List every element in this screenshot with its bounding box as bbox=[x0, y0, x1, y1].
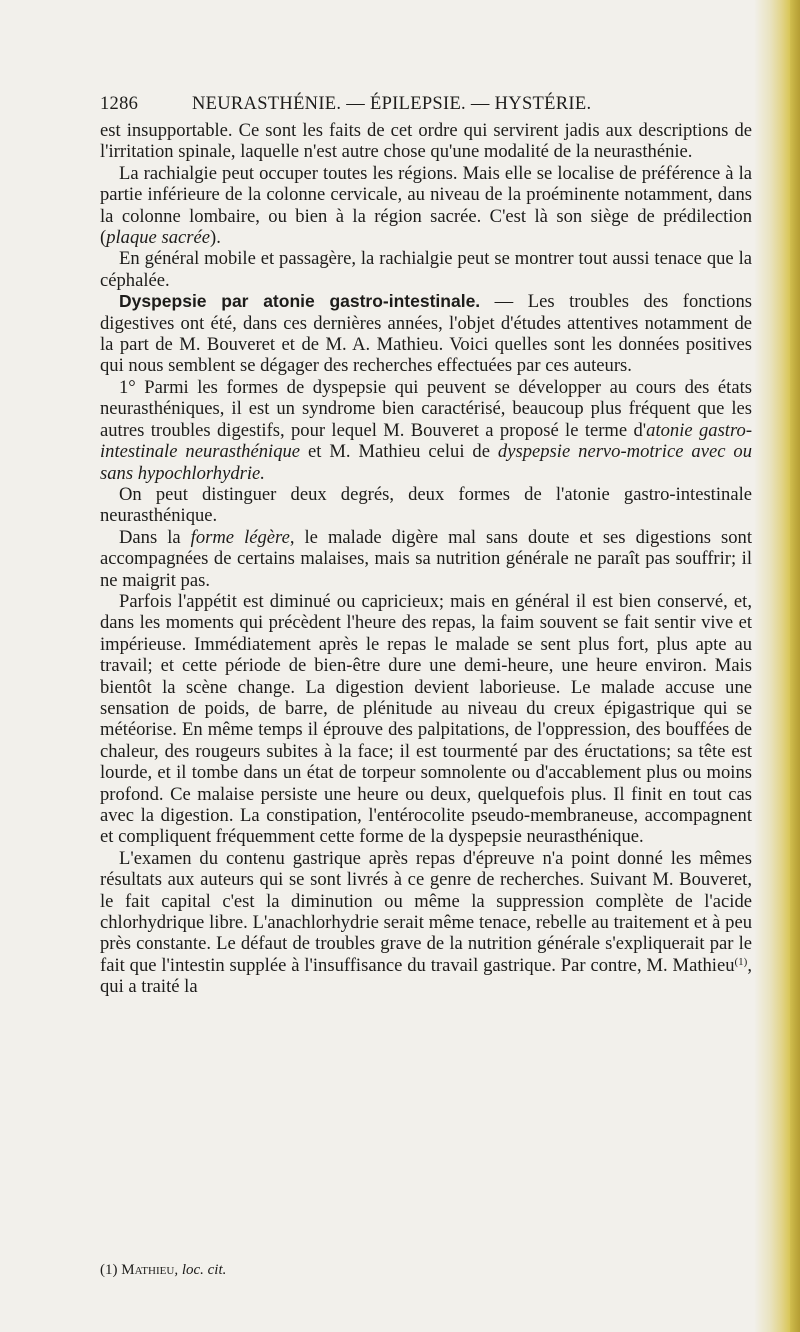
paragraph-6: On peut distinguer deux degrés, deux formes de l'atonie gastro-intestinale neurasthénique. bbox=[100, 483, 752, 527]
footnote-marker: (1) bbox=[100, 1262, 118, 1278]
italic-term: forme légère bbox=[190, 526, 290, 548]
paragraph-7: Dans la forme légère, le malade digère mal sans doute et ses digestions sont accompagnées de certains malaises, mais sa nutrition générale ne paraît pas souffrir; il ne maigrit pas. bbox=[100, 526, 752, 591]
italic-term: dyspepsie nervo-motrice avec ou sans hypochlorhydrie. bbox=[100, 441, 752, 484]
paragraph-4: Dyspepsie par atonie gastro-intestinale. — Les troubles des fonctions digestives ont été, dans ces dernières années, l'objet d'études attentives notamment de la part de M. Bouveret et de M. A. Mathieu. Voici quelles sont les données positives qui nous semblent se dégager des recherches effectuées par ces auteurs. bbox=[100, 291, 752, 377]
italic-term: plaque sacrée bbox=[106, 227, 210, 249]
paragraph-9: L'examen du contenu gastrique après repas d'épreuve n'a point donné les mêmes résultats aux auteurs qui se sont livrés à ce genre de recherches. Suivant M. Bouveret, le fait capital c'est la diminution ou même la suppression complète de l'acide chlorhydrique libre. L'anachlorhydrie serait même tenace, rebelle au traitement et à peu près constante. Le défaut de troubles grave de la nutrition générale s'expliquerait par le fait que l'intestin supplée à l'insuffisance du travail gastrique. Par contre, M. Mathieu$^{(1)}$, qui a traité la bbox=[100, 847, 752, 998]
footnote-citation: , loc. cit. bbox=[174, 1262, 227, 1278]
page-edge-shadow bbox=[790, 0, 800, 1332]
running-title: NEURASTHÉNIE. — ÉPILEPSIE. — HYSTÉRIE. bbox=[192, 94, 592, 114]
body-text bbox=[100, 120, 752, 998]
paragraph-1: est insupportable. Ce sont les faits de cet ordre qui servirent jadis aux descriptions de l'irritation spinale, laquelle n'est autre chose qu'une modalité de la neurasthénie. bbox=[100, 120, 752, 163]
footnote bbox=[100, 1262, 226, 1279]
italic-term: atonie gastro-intestinale neurasthénique bbox=[100, 419, 753, 463]
section-heading: Dyspepsie par atonie gastro-intestinale. bbox=[119, 291, 481, 312]
paragraph-3: En général mobile et passagère, la rachialgie peut se montrer tout aussi tenace que la céphalée. bbox=[100, 248, 752, 291]
paragraph-8: Parfois l'appétit est diminué ou capricieux; mais en général il est bien conservé, et, dans les moments qui précèdent l'heure des repas, la faim souvent se fait sentir vive et impérieuse. Immédiatement après le repas le malade se sent plus fort, plus apte au travail; et cette période de bien-être dure une demi-heure, une heure environ. Mais bientôt la scène change. La digestion devient laborieuse. Le malade accuse une sensation de poids, de barre, de plénitude au niveau du creux épigastrique qui se météorise. En même temps il éprouve des palpitations, de l'oppression, des bouffées de chaleur, des rougeurs subites à la face; il est tourmenté par des éructations; sa tête est lourde, et il tombe dans un état de torpeur somnolente ou d'accablement plus ou moins profond. Ce malaise persiste une heure ou deux, quelquefois plus. Il finit en tout cas avec la digestion. La constipation, l'entérocolite pseudo-membraneuse, accompagnent et compliquent fréquemment cette forme de la dyspepsie neurasthénique. bbox=[100, 590, 752, 848]
page-number: 1286 bbox=[100, 94, 139, 114]
paragraph-2: La rachialgie peut occuper toutes les régions. Mais elle se localise de préférence à la partie inférieure de la colonne cervicale, au niveau de la proéminente notamment, dans la colonne lombaire, ou bien à la région sacrée. C'est là son siège de prédilection (plaque sacrée). bbox=[100, 162, 752, 249]
footnote-author: Mathieu bbox=[121, 1262, 175, 1278]
footnote-reference[interactable]: (1) bbox=[734, 955, 748, 968]
paragraph-5: 1° Parmi les formes de dyspepsie qui peuvent se développer au cours des états neurasthéniques, il est un syndrome bien caractérisé, beaucoup plus fréquent que les autres troubles digestifs, pour lequel M. Bouveret a proposé le terme d'atonie gastro-intestinale neurasthénique et M. Mathieu celui de dyspepsie nervo-motrice avec ou sans hypochlorhydrie. bbox=[100, 376, 753, 484]
